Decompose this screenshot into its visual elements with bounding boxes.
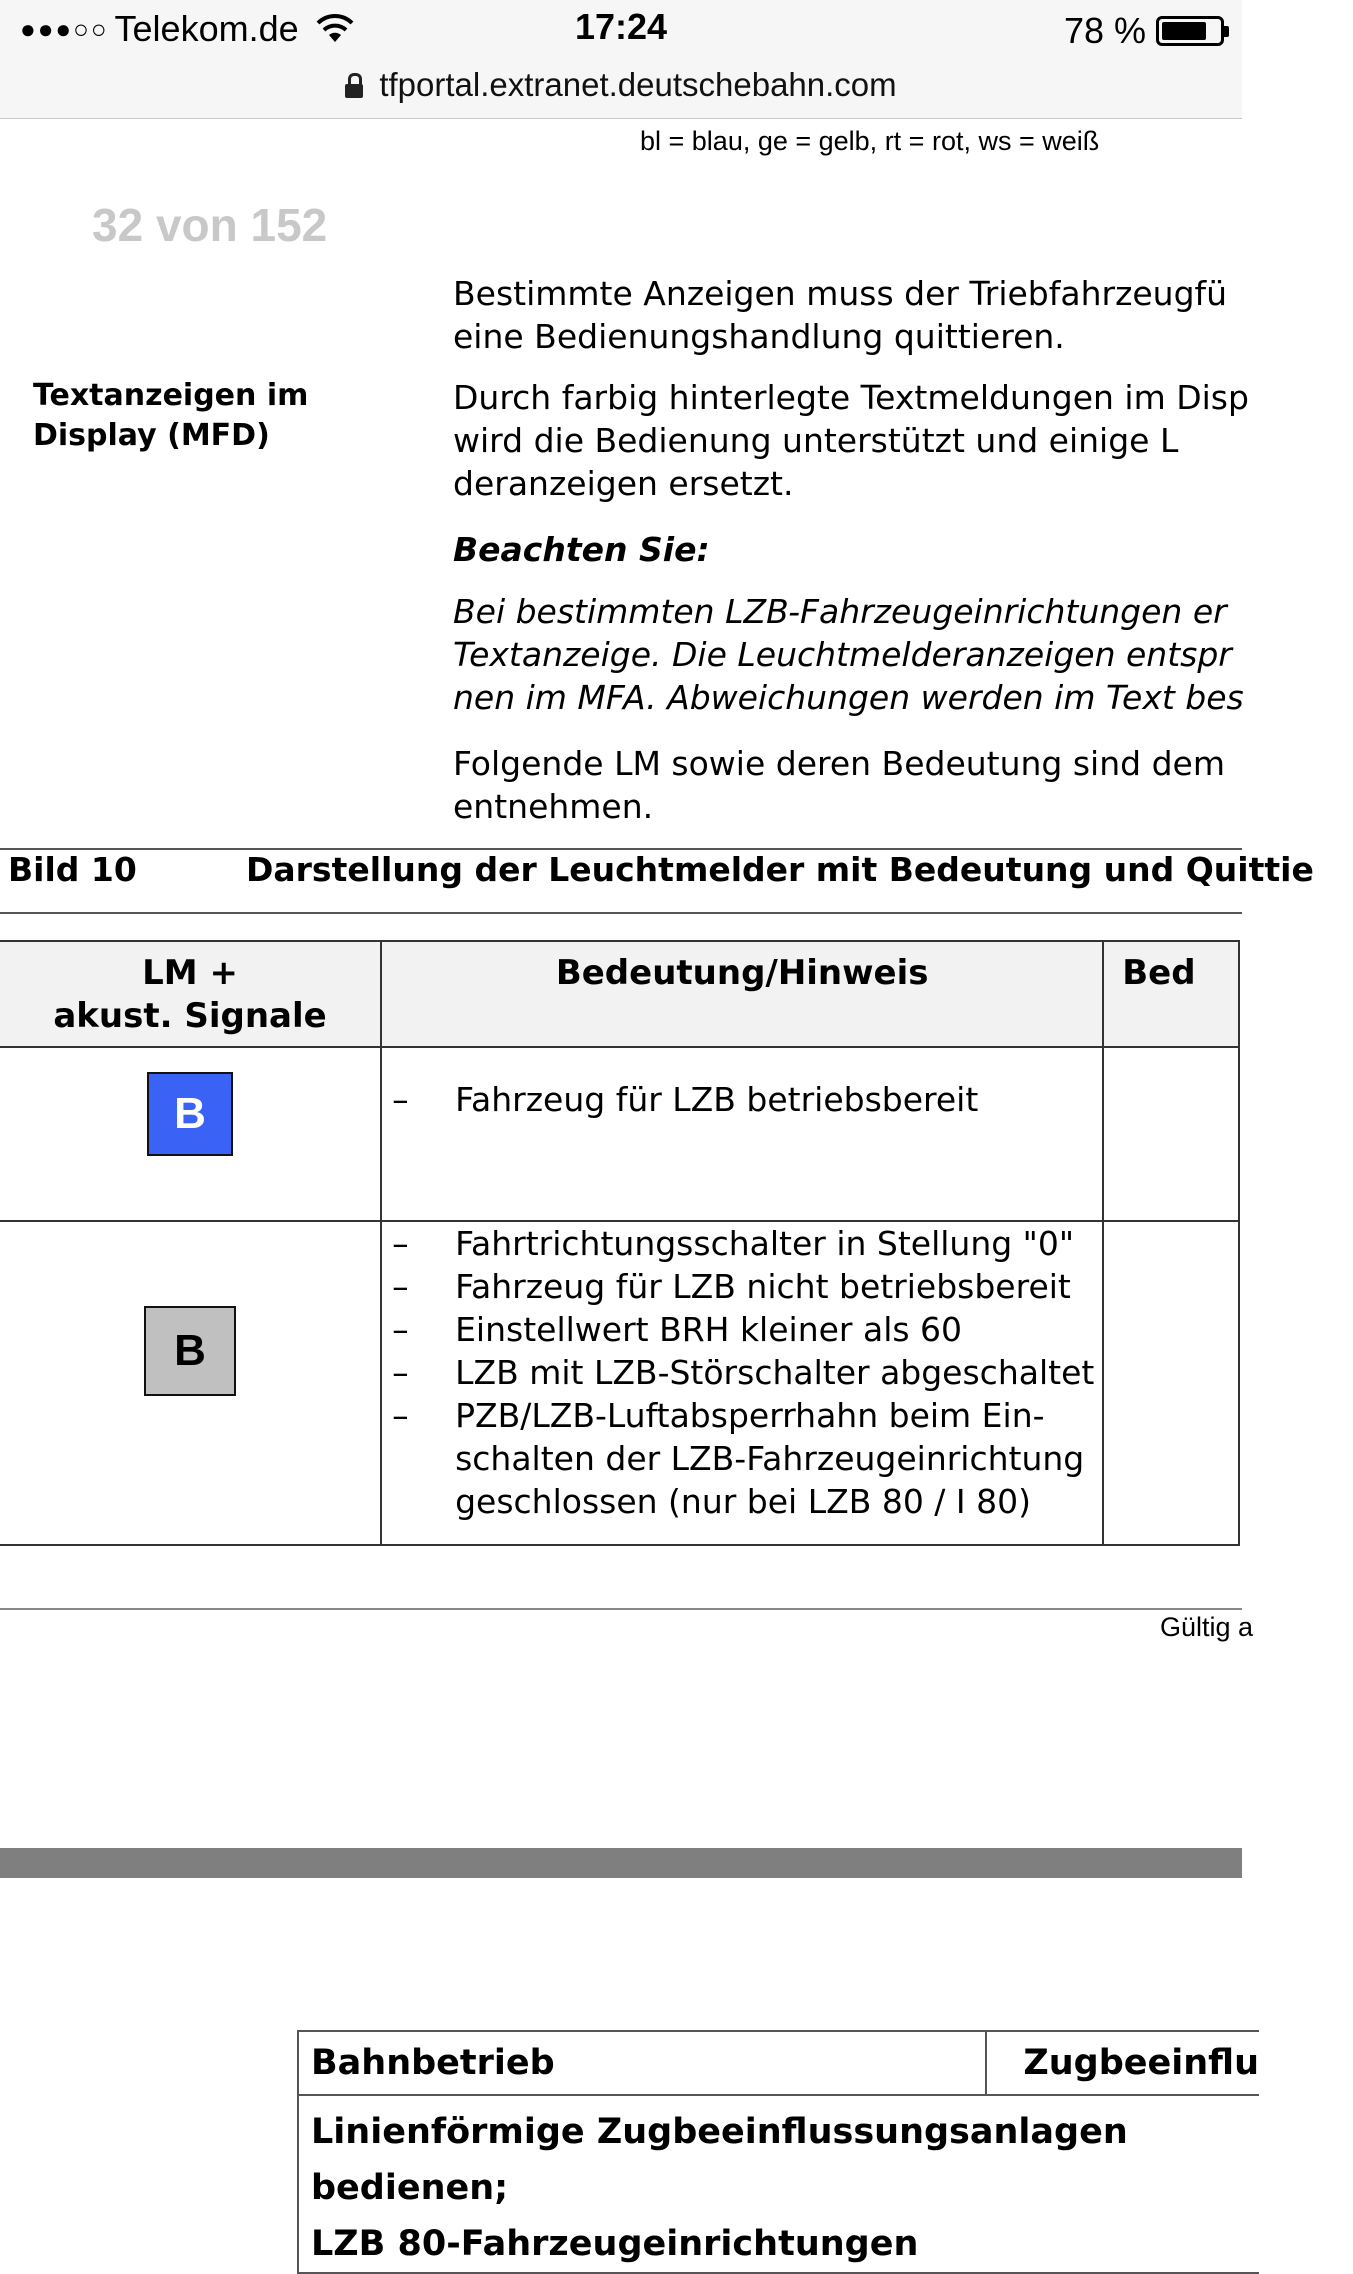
figure-title: Darstellung der Leuchtmelder mit Bedeutung und Quittie (246, 850, 1314, 889)
next-page-header (297, 2030, 1259, 2274)
operation-cell (1103, 1221, 1239, 1545)
battery-percent: 78 % (1063, 10, 1146, 51)
list-item: – Fahrzeug für LZB nicht betriebsbereit (382, 1265, 1102, 1308)
address-bar[interactable] (0, 60, 1242, 110)
list-item: – Fahrzeug für LZB betriebsbereit (382, 1078, 1102, 1121)
battery-status (1064, 10, 1224, 52)
page-separator (0, 1848, 1242, 1878)
paragraph-3: Folgende LM sowie deren Bedeutung sind dem entnehmen. (453, 744, 1225, 826)
list-item: – Einstellwert BRH kleiner als 60 (382, 1308, 1102, 1351)
lamp-cell (0, 1047, 381, 1221)
operation-cell (1103, 1047, 1239, 1221)
figure-caption (8, 850, 1314, 889)
table-header-operation: Bed (1103, 941, 1239, 1047)
lock-icon (345, 84, 363, 98)
page-counter: 32 von 152 (92, 199, 328, 251)
figure-number: Bild 10 (8, 850, 137, 889)
signal-strength-icon: ●●●○○ (20, 13, 109, 44)
hint-list (382, 1222, 1102, 1523)
browser-top-bar (0, 0, 1242, 119)
url-text[interactable]: tfportal.extranet.deutschebahn.com (379, 66, 897, 103)
document-viewer[interactable] (0, 118, 1314, 2264)
table-header-row (0, 941, 1239, 1047)
indicator-table (0, 940, 1240, 1546)
status-bar (0, 0, 1242, 60)
list-item: – Fahrtrichtungsschalter in Stellung "0" (382, 1222, 1102, 1265)
next-page-header-row (299, 2032, 1259, 2096)
list-item: – PZB/LZB-Luftabsperrhahn beim Ein- schalten der LZB-Fahrzeugeinrichtung geschlossen (nur bei LZB 80 / I 80) (382, 1394, 1102, 1523)
list-item: – LZB mit LZB-Störschalter abgeschaltet (382, 1351, 1102, 1394)
next-page-title: Linienförmige Zugbeeinflussungsanlagen bedienen; LZB 80-Fahrzeugeinrichtungen (311, 2112, 1128, 2264)
paragraph-1: Bestimmte Anzeigen muss der Triebfahrzeugfü eine Bedienungshandlung quittieren. (453, 274, 1228, 356)
color-legend: bl = blau, ge = gelb, rt = rot, ws = weiß (640, 126, 1100, 156)
next-page-header-right: Zugbeeinflu (1023, 2043, 1259, 2083)
section-side-title: Textanzeigen im Display (MFD) (33, 378, 309, 453)
divider (0, 912, 1242, 914)
table-header-lm: LM + akust. Signale (0, 941, 381, 1047)
indicator-lamp-blue-icon: B (147, 1072, 233, 1156)
indicator-lamp-grey-icon: B (144, 1306, 236, 1396)
hint-list (382, 1078, 1102, 1121)
hint-cell (381, 1047, 1103, 1221)
carrier-name: Telekom.de (114, 8, 299, 49)
table-row (0, 1221, 1239, 1545)
footer-divider (0, 1608, 1242, 1610)
paragraph-2: Durch farbig hinterlegte Textmeldungen im Disp wird die Bedienung unterstützt und einige L deranzeigen ersetzt. (453, 378, 1249, 503)
battery-icon (1156, 16, 1224, 46)
table-row (0, 1047, 1239, 1221)
note-text: Bei bestimmten LZB-Fahrzeugeinrichtungen er Textanzeige. Die Leuchtmelderanzeigen entspr nen im MFA. Abweichungen werden im Text bes (453, 592, 1244, 717)
hint-cell (381, 1221, 1103, 1545)
note-heading: Beachten Sie: (453, 530, 710, 569)
clock: 17:24 (574, 6, 668, 47)
validity-note: Gültig a (1160, 1612, 1254, 1642)
lamp-cell (0, 1221, 381, 1545)
next-page-header-left: Bahnbetrieb (299, 2032, 987, 2094)
table-header-meaning: Bedeutung/Hinweis (381, 941, 1103, 1047)
